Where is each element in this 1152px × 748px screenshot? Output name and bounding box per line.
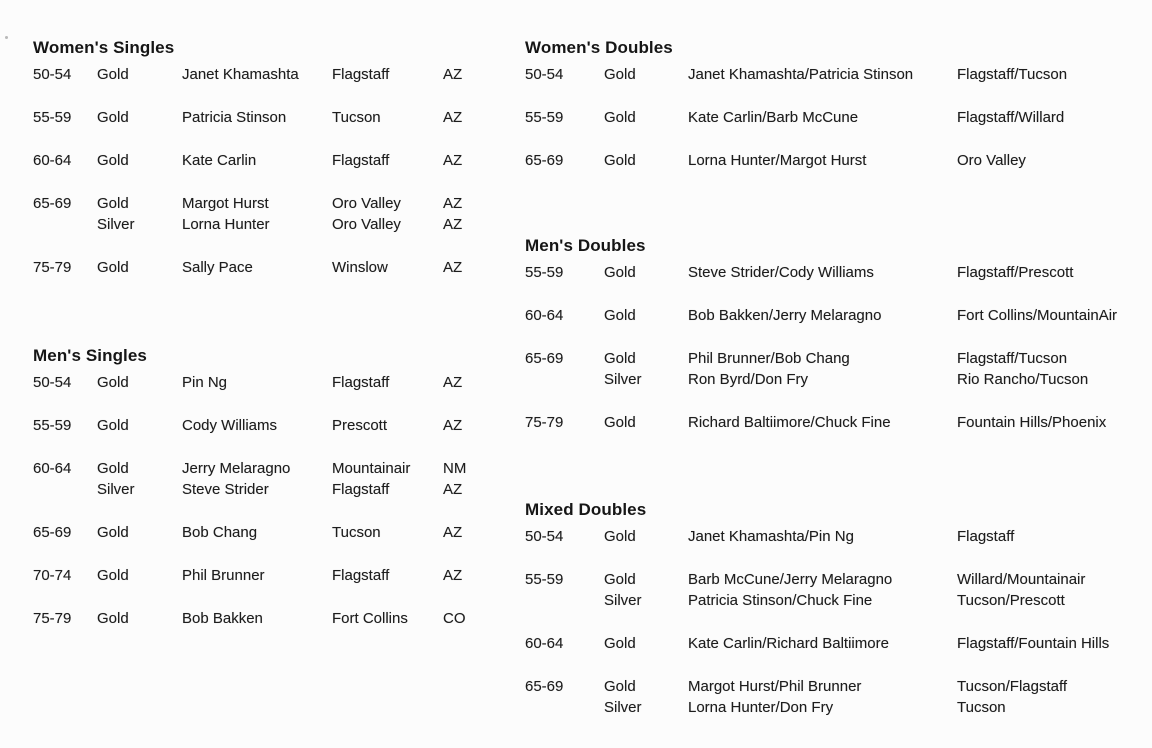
medal-row xyxy=(604,348,1150,369)
section-groups xyxy=(33,372,503,629)
results-section xyxy=(525,500,1150,740)
medal-rows xyxy=(97,372,493,393)
medal-label: Gold xyxy=(604,635,636,652)
player-city: Flagstaff xyxy=(332,567,390,584)
player-state: NM xyxy=(443,460,467,477)
age-bracket-label: 55-59 xyxy=(525,571,564,588)
player-city: Tucson/Prescott xyxy=(957,592,1065,609)
section-groups xyxy=(525,64,1150,171)
medal-rows xyxy=(604,64,1150,85)
player-city: Flagstaff xyxy=(957,528,1015,545)
player-city: Flagstaff/Tucson xyxy=(957,350,1068,367)
age-bracket-label: 65-69 xyxy=(525,678,564,695)
medal-row xyxy=(97,107,493,128)
age-group xyxy=(33,150,503,171)
medal-row xyxy=(97,479,493,500)
medal-row xyxy=(97,608,493,629)
player-state: AZ xyxy=(443,374,463,391)
section-groups xyxy=(525,262,1150,433)
age-group xyxy=(33,415,503,436)
player-city: Willard/Mountainair xyxy=(957,571,1086,588)
medal-rows xyxy=(97,415,493,436)
medal-rows xyxy=(97,522,493,543)
player-state: AZ xyxy=(443,109,463,126)
medal-label: Gold xyxy=(604,152,636,169)
medal-label: Gold xyxy=(604,264,636,281)
player-name: Margot Hurst/Phil Brunner xyxy=(688,678,862,695)
medal-label: Silver xyxy=(97,481,135,498)
medal-rows xyxy=(97,150,493,171)
age-group xyxy=(525,305,1150,326)
age-bracket-label: 60-64 xyxy=(33,460,72,477)
medal-row xyxy=(97,565,493,586)
player-city: Oro Valley xyxy=(957,152,1026,169)
medal-label: Gold xyxy=(97,460,129,477)
player-name: Kate Carlin/Richard Baltiimore xyxy=(688,635,889,652)
medal-row xyxy=(604,676,1150,697)
medal-rows xyxy=(97,458,493,500)
medal-row xyxy=(604,369,1150,390)
player-name: Bob Chang xyxy=(182,524,258,541)
player-city: Flagstaff xyxy=(332,481,390,498)
medal-label: Gold xyxy=(97,524,129,541)
age-group xyxy=(525,262,1150,283)
results-section xyxy=(33,346,503,651)
age-bracket-label: 55-59 xyxy=(525,264,564,281)
player-name: Phil Brunner xyxy=(182,567,265,584)
player-name: Patricia Stinson/Chuck Fine xyxy=(688,592,873,609)
age-bracket-label: 65-69 xyxy=(525,152,564,169)
player-city: Rio Rancho/Tucson xyxy=(957,371,1089,388)
medal-row xyxy=(97,458,493,479)
medal-row xyxy=(97,64,493,85)
age-group xyxy=(33,565,503,586)
medal-label: Gold xyxy=(97,567,129,584)
player-name: Margot Hurst xyxy=(182,195,269,212)
player-name: Jerry Melaragno xyxy=(182,460,291,477)
player-city: Mountainair xyxy=(332,460,411,477)
player-city: Oro Valley xyxy=(332,216,401,233)
medal-row xyxy=(97,150,493,171)
medal-row xyxy=(604,633,1150,654)
player-city: Fountain Hills/Phoenix xyxy=(957,414,1107,431)
medal-label: Gold xyxy=(604,678,636,695)
player-city: Flagstaff xyxy=(332,66,390,83)
age-bracket-label: 50-54 xyxy=(33,66,72,83)
results-section xyxy=(33,38,503,300)
player-name: Cody Williams xyxy=(182,417,278,434)
player-city: Winslow xyxy=(332,259,388,276)
player-name: Kate Carlin xyxy=(182,152,257,169)
results-section xyxy=(525,236,1150,455)
age-bracket-label: 55-59 xyxy=(525,109,564,126)
player-city: Oro Valley xyxy=(332,195,401,212)
age-bracket-label: 60-64 xyxy=(525,307,564,324)
section-groups xyxy=(525,526,1150,718)
medal-rows xyxy=(604,305,1150,326)
medal-row xyxy=(97,415,493,436)
player-name: Janet Khamashta/Patricia Stinson xyxy=(688,66,914,83)
player-city: Flagstaff/Fountain Hills xyxy=(957,635,1110,652)
player-city: Flagstaff/Willard xyxy=(957,109,1065,126)
age-bracket-label: 65-69 xyxy=(33,524,72,541)
player-city: Flagstaff xyxy=(332,374,390,391)
medal-row xyxy=(97,372,493,393)
age-bracket-label: 50-54 xyxy=(525,66,564,83)
medal-rows xyxy=(97,608,493,629)
section-groups xyxy=(33,64,503,278)
medal-rows xyxy=(97,565,493,586)
medal-row xyxy=(604,569,1150,590)
player-name: Bob Bakken/Jerry Melaragno xyxy=(688,307,882,324)
medal-row xyxy=(97,214,493,235)
medal-row xyxy=(604,305,1150,326)
player-name: Kate Carlin/Barb McCune xyxy=(688,109,859,126)
medal-rows xyxy=(604,150,1150,171)
age-group xyxy=(525,150,1150,171)
section-title: Women's Singles xyxy=(33,38,175,57)
medal-label: Silver xyxy=(97,216,135,233)
player-name: Bob Bakken xyxy=(182,610,263,627)
medal-rows xyxy=(97,257,493,278)
medal-label: Gold xyxy=(97,109,129,126)
medal-label: Gold xyxy=(604,414,636,431)
player-state: AZ xyxy=(443,417,463,434)
player-city: Tucson xyxy=(332,109,381,126)
medal-rows xyxy=(604,526,1150,547)
player-city: Flagstaff/Prescott xyxy=(957,264,1074,281)
player-name: Phil Brunner/Bob Chang xyxy=(688,350,850,367)
medal-label: Gold xyxy=(97,417,129,434)
player-city: Fort Collins/MountainAir xyxy=(957,307,1118,324)
player-state: CO xyxy=(443,610,466,627)
medal-label: Gold xyxy=(97,66,129,83)
medal-label: Silver xyxy=(604,699,642,716)
medal-label: Gold xyxy=(97,259,129,276)
age-group xyxy=(525,633,1150,654)
section-title: Women's Doubles xyxy=(525,38,673,57)
section-title: Men's Singles xyxy=(33,346,147,365)
medal-label: Gold xyxy=(97,195,129,212)
medal-row xyxy=(604,412,1150,433)
age-bracket-label: 60-64 xyxy=(525,635,564,652)
player-name: Janet Khamashta/Pin Ng xyxy=(688,528,854,545)
medal-rows xyxy=(604,412,1150,433)
medal-rows xyxy=(97,193,493,235)
medal-rows xyxy=(97,107,493,128)
age-group xyxy=(525,412,1150,433)
age-bracket-label: 65-69 xyxy=(525,350,564,367)
player-name: Steve Strider xyxy=(182,481,269,498)
player-state: AZ xyxy=(443,152,463,169)
medal-label: Gold xyxy=(604,307,636,324)
medal-label: Gold xyxy=(604,571,636,588)
scan-artifact xyxy=(5,36,8,39)
player-city: Prescott xyxy=(332,417,388,434)
age-group xyxy=(525,676,1150,718)
player-state: AZ xyxy=(443,195,463,212)
medal-row xyxy=(604,107,1150,128)
age-group xyxy=(525,107,1150,128)
age-group xyxy=(525,348,1150,390)
age-group xyxy=(525,526,1150,547)
player-city: Tucson xyxy=(957,699,1006,716)
section-title: Men's Doubles xyxy=(525,236,646,255)
age-group xyxy=(33,458,503,500)
medal-rows xyxy=(604,676,1150,718)
player-name: Sally Pace xyxy=(182,259,253,276)
player-name: Steve Strider/Cody Williams xyxy=(688,264,874,281)
player-name: Lorna Hunter/Margot Hurst xyxy=(688,152,867,169)
age-group xyxy=(33,608,503,629)
player-city: Tucson xyxy=(332,524,381,541)
section-title: Mixed Doubles xyxy=(525,500,647,519)
medal-row xyxy=(604,64,1150,85)
age-group xyxy=(33,107,503,128)
age-group xyxy=(33,522,503,543)
player-name: Ron Byrd/Don Fry xyxy=(688,371,809,388)
results-section xyxy=(525,38,1150,193)
medal-row xyxy=(604,697,1150,718)
medal-row xyxy=(604,262,1150,283)
age-bracket-label: 65-69 xyxy=(33,195,72,212)
age-bracket-label: 55-59 xyxy=(33,109,72,126)
medal-rows xyxy=(604,107,1150,128)
age-bracket-label: 75-79 xyxy=(33,259,72,276)
medal-row xyxy=(604,590,1150,611)
medal-row xyxy=(97,522,493,543)
medal-rows xyxy=(604,633,1150,654)
medal-label: Gold xyxy=(97,610,129,627)
medal-rows xyxy=(604,262,1150,283)
medal-label: Gold xyxy=(97,374,129,391)
age-group xyxy=(33,257,503,278)
player-state: AZ xyxy=(443,259,463,276)
medal-label: Silver xyxy=(604,371,642,388)
player-name: Janet Khamashta xyxy=(182,66,299,83)
player-name: Barb McCune/Jerry Melaragno xyxy=(688,571,893,588)
age-group xyxy=(525,64,1150,85)
medal-label: Silver xyxy=(604,592,642,609)
medal-rows xyxy=(97,64,493,85)
player-city: Fort Collins xyxy=(332,610,408,627)
medal-label: Gold xyxy=(604,66,636,83)
player-name: Lorna Hunter xyxy=(182,216,270,233)
age-bracket-label: 50-54 xyxy=(33,374,72,391)
player-name: Pin Ng xyxy=(182,374,228,391)
age-bracket-label: 75-79 xyxy=(525,414,564,431)
medal-rows xyxy=(604,569,1150,611)
player-name: Lorna Hunter/Don Fry xyxy=(688,699,834,716)
age-bracket-label: 55-59 xyxy=(33,417,72,434)
player-city: Flagstaff xyxy=(332,152,390,169)
age-group xyxy=(33,193,503,235)
player-state: AZ xyxy=(443,66,463,83)
medal-row xyxy=(97,193,493,214)
player-state: AZ xyxy=(443,481,463,498)
player-city: Flagstaff/Tucson xyxy=(957,66,1068,83)
medal-label: Gold xyxy=(604,528,636,545)
age-bracket-label: 50-54 xyxy=(525,528,564,545)
medal-rows xyxy=(604,348,1150,390)
age-group xyxy=(525,569,1150,611)
age-bracket-label: 60-64 xyxy=(33,152,72,169)
age-bracket-label: 70-74 xyxy=(33,567,72,584)
player-state: AZ xyxy=(443,524,463,541)
medal-row xyxy=(604,526,1150,547)
player-city: Tucson/Flagstaff xyxy=(957,678,1068,695)
medal-row xyxy=(97,257,493,278)
age-group xyxy=(33,64,503,85)
player-state: AZ xyxy=(443,567,463,584)
age-group xyxy=(33,372,503,393)
medal-row xyxy=(604,150,1150,171)
medal-label: Gold xyxy=(604,109,636,126)
player-name: Patricia Stinson xyxy=(182,109,287,126)
age-bracket-label: 75-79 xyxy=(33,610,72,627)
medal-label: Gold xyxy=(604,350,636,367)
player-name: Richard Baltiimore/Chuck Fine xyxy=(688,414,891,431)
medal-label: Gold xyxy=(97,152,129,169)
player-state: AZ xyxy=(443,216,463,233)
